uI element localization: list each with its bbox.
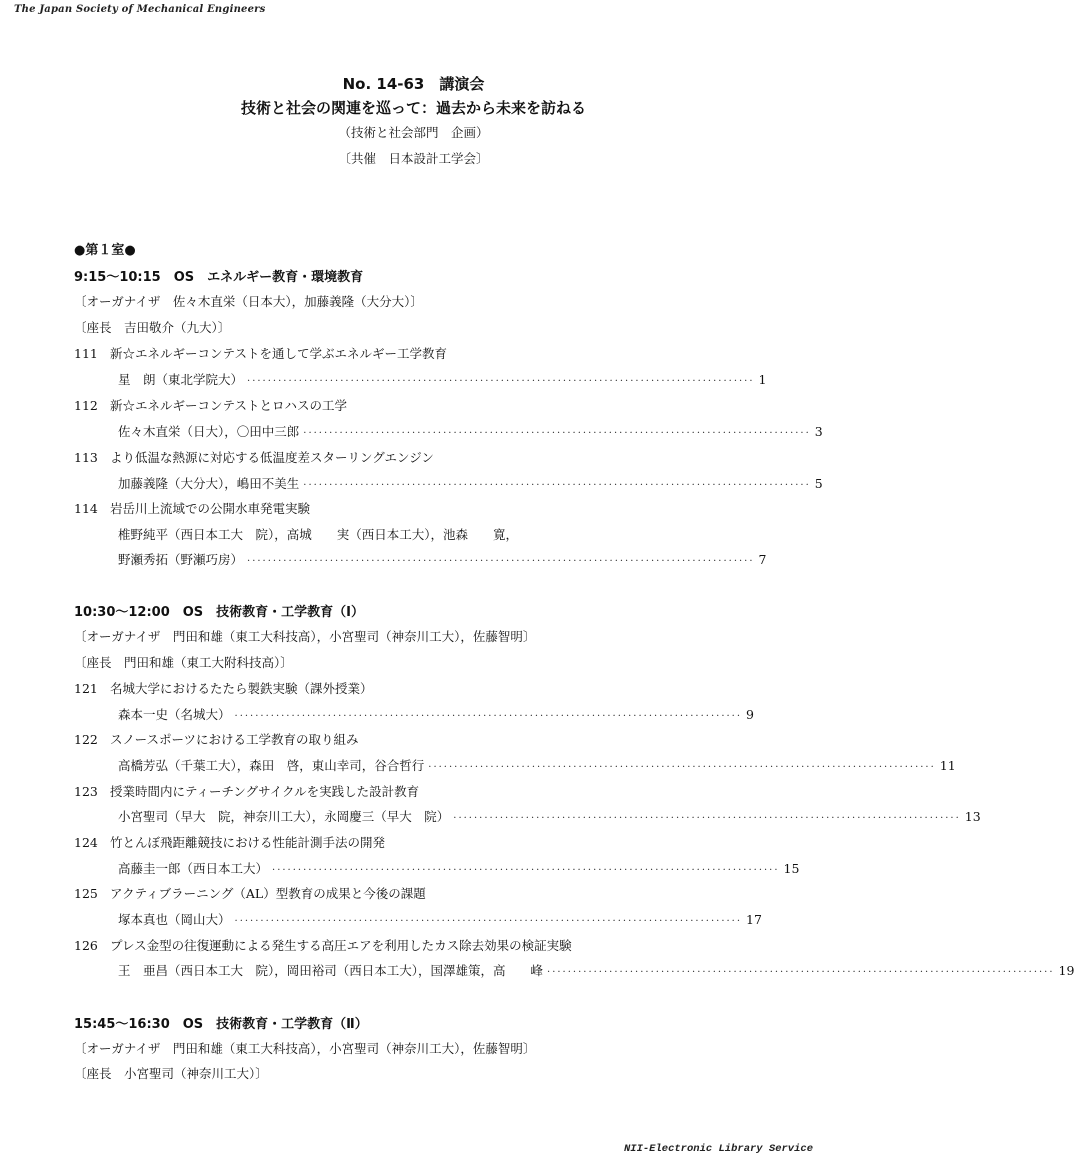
paper-title-text: 名城大学におけるたたら製鉄実験（課外授業）	[110, 681, 373, 696]
paper-authors	[118, 474, 823, 492]
session-chair: 〔座長 吉田敬介（九大）〕	[74, 320, 231, 335]
paper-title-text: 新☆エネルギーコンテストとロハスの工学	[110, 398, 348, 413]
paper-number: 112	[74, 398, 98, 413]
session-heading: 9:15〜10:15 OS エネルギー教育・環境教育	[74, 270, 364, 285]
session-organizer: 〔オーガナイザ 佐々木直栄（日本大），加藤義隆（大分大）〕	[74, 294, 423, 309]
program-header	[0, 72, 827, 172]
paper-title-text: スノースポーツにおける工学教育の取り組み	[110, 732, 359, 747]
paper-title	[74, 730, 359, 748]
paper-title	[74, 884, 426, 902]
leader-dots: ··································································································	[272, 865, 780, 876]
leader-dots: ··································································································	[247, 556, 755, 567]
paper-title-text: 岩岳川上流域での公開水車発電実験	[110, 501, 311, 516]
co-sponsor: 〔共催 日本設計工学会〕	[338, 151, 489, 166]
paper-number: 124	[74, 835, 98, 850]
paper-title	[74, 448, 434, 466]
paper-title-text: 授業時間内にティーチングサイクルを実践した設計教育	[110, 784, 420, 799]
author-text: 高橋芳弘（千葉工大），森田 啓，東山幸司，谷合哲行	[118, 758, 425, 773]
paper-authors	[118, 705, 754, 723]
paper-authors	[118, 859, 800, 877]
paper-number: 121	[74, 681, 98, 696]
page-number: 17	[746, 912, 762, 927]
paper-number: 111	[74, 346, 98, 361]
page-number: 19	[1058, 963, 1074, 978]
paper-number: 122	[74, 732, 98, 747]
paper-title-text: より低温な熱源に対応する低温度差スターリングエンジン	[110, 450, 434, 465]
author-text: 森本一史（名城大）	[118, 707, 231, 722]
paper-authors	[118, 550, 767, 568]
session-heading: 15:45〜16:30 OS 技術教育・工学教育（Ⅱ）	[74, 1017, 368, 1032]
planning-division: （技術と社会部門 企画）	[338, 125, 489, 140]
session-organizer: 〔オーガナイザ 門田和雄（東工大科技高），小宮聖司（神奈川工大），佐藤智明〕	[74, 629, 536, 644]
session-chair: 〔座長 門田和雄（東工大附科技高）〕	[74, 655, 293, 670]
paper-number: 126	[74, 938, 98, 953]
leader-dots: ··································································································	[428, 762, 936, 773]
page-number: 1	[758, 372, 767, 387]
lecture-number: No. 14-63 講演会	[342, 75, 485, 93]
paper-authors	[118, 910, 762, 928]
author-text: 加藤義隆（大分大），嶋田不美生	[118, 476, 300, 491]
paper-title-text: アクティブラーニング（AL）型教育の成果と今後の課題	[110, 886, 426, 901]
paper-authors	[118, 756, 956, 774]
author-text: 星 朗（東北学院大）	[118, 372, 244, 387]
room-heading: ●第１室●	[74, 243, 136, 258]
paper-title-text: 新☆エネルギーコンテストを通して学ぶエネルギー工学教育	[110, 346, 448, 361]
leader-dots: ··································································································	[303, 428, 811, 439]
page-number: 13	[964, 809, 981, 824]
paper-number: 114	[74, 501, 98, 516]
session-chair: 〔座長 小宮聖司（神奈川工大）〕	[74, 1066, 268, 1081]
leader-dots: ··································································································	[247, 376, 755, 387]
page-number: 7	[758, 552, 767, 567]
author-text: 小宮聖司（早大 院，神奈川工大），永岡慶三（早大 院）	[118, 809, 450, 824]
paper-number: 123	[74, 784, 98, 799]
paper-title	[74, 833, 385, 851]
author-text: 野瀬秀拓（野瀬巧房）	[118, 552, 244, 567]
paper-title	[74, 396, 347, 414]
society-label: The Japan Society of Mechanical Engineers	[14, 4, 266, 15]
lecture-title: 技術と社会の関連を巡って：過去から未来を訪ねる	[240, 99, 586, 117]
leader-dots: ··································································································	[547, 967, 1055, 978]
page-number: 11	[939, 758, 956, 773]
paper-authors	[118, 422, 823, 440]
page-number: 3	[814, 424, 823, 439]
paper-authors	[118, 370, 767, 388]
page-number: 5	[814, 476, 823, 491]
leader-dots: ··································································································	[234, 916, 743, 927]
author-text: 佐々木直栄（日大），〇田中三郎	[118, 424, 300, 439]
page-number: 9	[746, 707, 754, 722]
leader-dots: ··································································································	[303, 480, 811, 491]
paper-authors	[118, 961, 1074, 979]
leader-dots: ··································································································	[453, 813, 961, 824]
leader-dots: ··································································································	[234, 711, 743, 722]
author-text: 塚本真也（岡山大）	[118, 912, 231, 927]
paper-title	[74, 679, 373, 697]
paper-title	[74, 782, 419, 800]
paper-title	[74, 499, 310, 517]
session-organizer: 〔オーガナイザ 門田和雄（東工大科技高），小宮聖司（神奈川工大），佐藤智明〕	[74, 1041, 536, 1056]
author-text: 高藤圭一郎（西日本工大）	[118, 861, 269, 876]
session-heading: 10:30〜12:00 OS 技術教育・工学教育（Ⅰ）	[74, 605, 365, 620]
paper-title	[74, 344, 447, 362]
paper-number: 125	[74, 886, 98, 901]
page-number: 15	[783, 861, 800, 876]
author-text: 王 亜昌（西日本工大 院），岡田裕司（西日本工大），国澤雄策，高 峰	[118, 963, 544, 978]
paper-title-text: 竹とんぼ飛距離競技における性能計測手法の開発	[110, 835, 386, 850]
paper-number: 113	[74, 450, 98, 465]
nii-label: NII-Electronic Library Service	[623, 1143, 813, 1155]
paper-title-text: プレス金型の往復運動による発生する高圧エアを利用したカス除去効果の検証実験	[110, 938, 572, 953]
paper-title	[74, 936, 572, 954]
paper-authors	[118, 807, 981, 825]
paper-authors: 椎野純平（西日本工大 院），高城 実（西日本工大），池森 寛，	[118, 527, 519, 542]
